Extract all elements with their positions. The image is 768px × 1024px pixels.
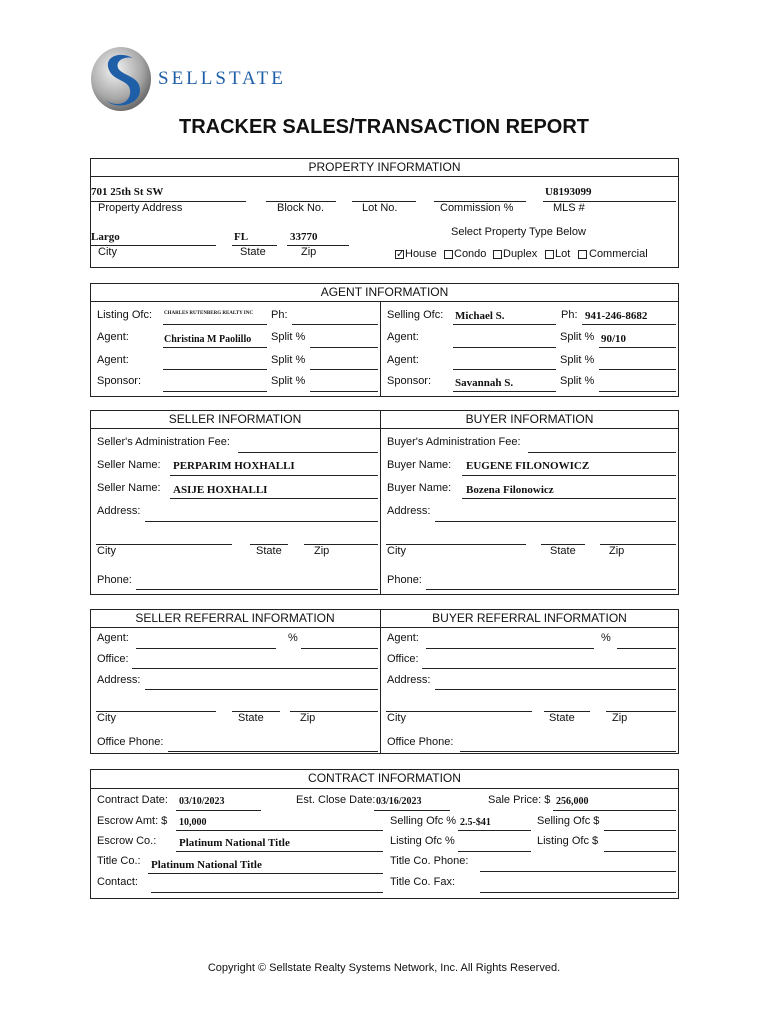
buyer-ref-state-label: State: [549, 712, 575, 724]
listing-ph-label: Ph:: [271, 309, 288, 321]
close-date-label: Est. Close Date:: [296, 794, 376, 806]
lot-label: Lot No.: [362, 202, 398, 214]
escrow-co-value[interactable]: Platinum National Title: [179, 837, 290, 849]
commission-label: Commission %: [440, 202, 514, 214]
selling-agent2-label: Agent:: [387, 354, 419, 366]
city-label: City: [98, 246, 117, 258]
selling-split2-label: Split %: [560, 354, 595, 366]
seller-ref-agent-label: Agent:: [97, 632, 129, 644]
seller-name1-value[interactable]: PERPARIM HOXHALLI: [173, 460, 295, 472]
property-header: PROPERTY INFORMATION: [308, 160, 461, 174]
buyer-name1-value[interactable]: EUGENE FILONOWICZ: [466, 460, 590, 472]
contract-date-value[interactable]: 03/10/2023: [179, 796, 225, 807]
zip-label: Zip: [301, 246, 317, 258]
duplex-label: Duplex: [503, 248, 538, 260]
seller-referral-header: SELLER REFERRAL INFORMATION: [135, 611, 335, 625]
seller-address-label: Address:: [97, 505, 141, 517]
city-value[interactable]: Largo: [91, 231, 120, 243]
title-fax-label: Title Co. Fax:: [390, 876, 455, 888]
listing-sponsor-label: Sponsor:: [97, 375, 142, 387]
commercial-label: Commercial: [589, 248, 648, 260]
property-type-prompt: Select Property Type Below: [451, 226, 586, 238]
listing-split-label: Split %: [271, 331, 306, 343]
seller-city-label: City: [97, 545, 116, 557]
seller-state-label: State: [256, 545, 282, 557]
seller-ref-zip-label: Zip: [300, 712, 316, 724]
listing-agent2-label: Agent:: [97, 354, 129, 366]
title-co-value[interactable]: Platinum National Title: [151, 859, 262, 871]
copyright-footer: Copyright © Sellstate Realty Systems Network, Inc. All Rights Reserved.: [207, 962, 561, 974]
buyer-phone-label: Phone:: [387, 574, 422, 586]
close-date-value[interactable]: 03/16/2023: [376, 796, 422, 807]
listing-ofc-amt-label: Listing Ofc $: [537, 835, 599, 847]
sale-price-label: Sale Price: $: [488, 794, 551, 806]
escrow-co-label: Escrow Co.:: [97, 835, 157, 847]
listing-split2-label: Split %: [271, 354, 306, 366]
seller-name1-label: Seller Name:: [97, 459, 161, 471]
buyer-referral-header: BUYER REFERRAL INFORMATION: [432, 611, 627, 625]
selling-sponsor-value[interactable]: Savannah S.: [455, 377, 514, 389]
contact-label: Contact:: [97, 876, 138, 888]
listing-agent-label: Agent:: [97, 331, 129, 343]
referral-section: [90, 609, 679, 754]
buyer-address-label: Address:: [387, 505, 431, 517]
selling-split3-label: Split %: [560, 375, 595, 387]
property-address-label: Property Address: [98, 202, 183, 214]
buyer-zip-label: Zip: [609, 545, 625, 557]
contract-date-label: Contract Date:: [97, 794, 168, 806]
selling-sponsor-label: Sponsor:: [387, 375, 432, 387]
brand-name: SELLSTATE: [158, 68, 286, 89]
seller-zip-label: Zip: [314, 545, 330, 557]
seller-ref-state-label: State: [238, 712, 264, 724]
selling-agent-label: Agent:: [387, 331, 419, 343]
buyer-name1-label: Buyer Name:: [387, 459, 452, 471]
state-label: State: [240, 246, 266, 258]
selling-split-label: Split %: [560, 331, 595, 343]
state-value[interactable]: FL: [234, 231, 249, 243]
lot-checkbox[interactable]: [545, 250, 554, 259]
commercial-checkbox[interactable]: [578, 250, 587, 259]
listing-ofc-label: Listing Ofc:: [97, 309, 153, 321]
agent-header: AGENT INFORMATION: [320, 285, 449, 299]
escrow-amt-value[interactable]: 10,000: [179, 817, 207, 828]
buyer-ref-office-phone-label: Office Phone:: [387, 736, 454, 748]
lot-type-label: Lot: [555, 248, 571, 260]
listing-split3-label: Split %: [271, 375, 306, 387]
property-address-value[interactable]: 701 25th St SW: [91, 186, 164, 198]
buyer-state-label: State: [550, 545, 576, 557]
buyer-admin-fee-label: Buyer's Administration Fee:: [387, 436, 521, 448]
seller-ref-office-phone-label: Office Phone:: [97, 736, 164, 748]
logo-emblem-icon: [88, 44, 154, 114]
buyer-ref-agent-label: Agent:: [387, 632, 419, 644]
escrow-amt-label: Escrow Amt: $: [97, 815, 168, 827]
selling-ofc-pct-label: Selling Ofc %: [390, 815, 457, 827]
seller-ref-city-label: City: [97, 712, 116, 724]
seller-ref-office-label: Office:: [97, 653, 129, 665]
buyer-name2-label: Buyer Name:: [387, 482, 452, 494]
listing-ofc-pct-label: Listing Ofc %: [390, 835, 455, 847]
selling-ph-value[interactable]: 941-246-8682: [585, 310, 648, 322]
buyer-ref-city-label: City: [387, 712, 406, 724]
seller-admin-fee-label: Seller's Administration Fee:: [97, 436, 230, 448]
seller-name2-label: Seller Name:: [97, 482, 161, 494]
buyer-name2-value[interactable]: Bozena Filonowicz: [466, 484, 554, 496]
buyer-ref-zip-label: Zip: [612, 712, 628, 724]
zip-value[interactable]: 33770: [290, 231, 318, 243]
buyer-ref-office-label: Office:: [387, 653, 419, 665]
buyer-city-label: City: [387, 545, 406, 557]
sellstate-logo: [88, 44, 288, 114]
listing-agent-value[interactable]: Christina M Paolillo: [164, 334, 252, 345]
selling-ofc-pct-value[interactable]: 2.5-$41: [460, 817, 491, 828]
seller-header: SELLER INFORMATION: [168, 412, 302, 426]
selling-ph-label: Ph:: [561, 309, 578, 321]
selling-ofc-label: Selling Ofc:: [387, 309, 444, 321]
block-label: Block No.: [277, 202, 325, 214]
seller-ref-address-label: Address:: [97, 674, 141, 686]
contract-header: CONTRACT INFORMATION: [308, 771, 461, 785]
house-checkbox[interactable]: ✓: [396, 249, 405, 260]
report-title: TRACKER SALES/TRANSACTION REPORT: [178, 116, 589, 138]
mls-label: MLS #: [553, 202, 585, 214]
selling-ofc-value[interactable]: Michael S.: [455, 310, 505, 322]
seller-ref-pct-label: %: [288, 632, 298, 644]
duplex-checkbox[interactable]: [493, 250, 502, 259]
condo-label: Condo: [454, 248, 487, 260]
buyer-ref-pct-label: %: [601, 632, 611, 644]
selling-ofc-amt-label: Selling Ofc $: [537, 815, 600, 827]
title-phone-label: Title Co. Phone:: [390, 855, 469, 867]
mls-value[interactable]: U8193099: [545, 186, 592, 198]
selling-split-value[interactable]: 90/10: [601, 333, 627, 345]
condo-checkbox[interactable]: [444, 250, 453, 259]
buyer-ref-address-label: Address:: [387, 674, 431, 686]
house-label: House: [405, 248, 437, 260]
sale-price-value[interactable]: 256,000: [556, 796, 589, 807]
seller-name2-value[interactable]: ASIJE HOXHALLI: [173, 484, 268, 496]
listing-ofc-value[interactable]: CHARLES RUTENBERG REALTY INC: [164, 311, 253, 316]
buyer-header: BUYER INFORMATION: [465, 412, 594, 426]
seller-phone-label: Phone:: [97, 574, 132, 586]
title-co-label: Title Co.:: [97, 855, 141, 867]
